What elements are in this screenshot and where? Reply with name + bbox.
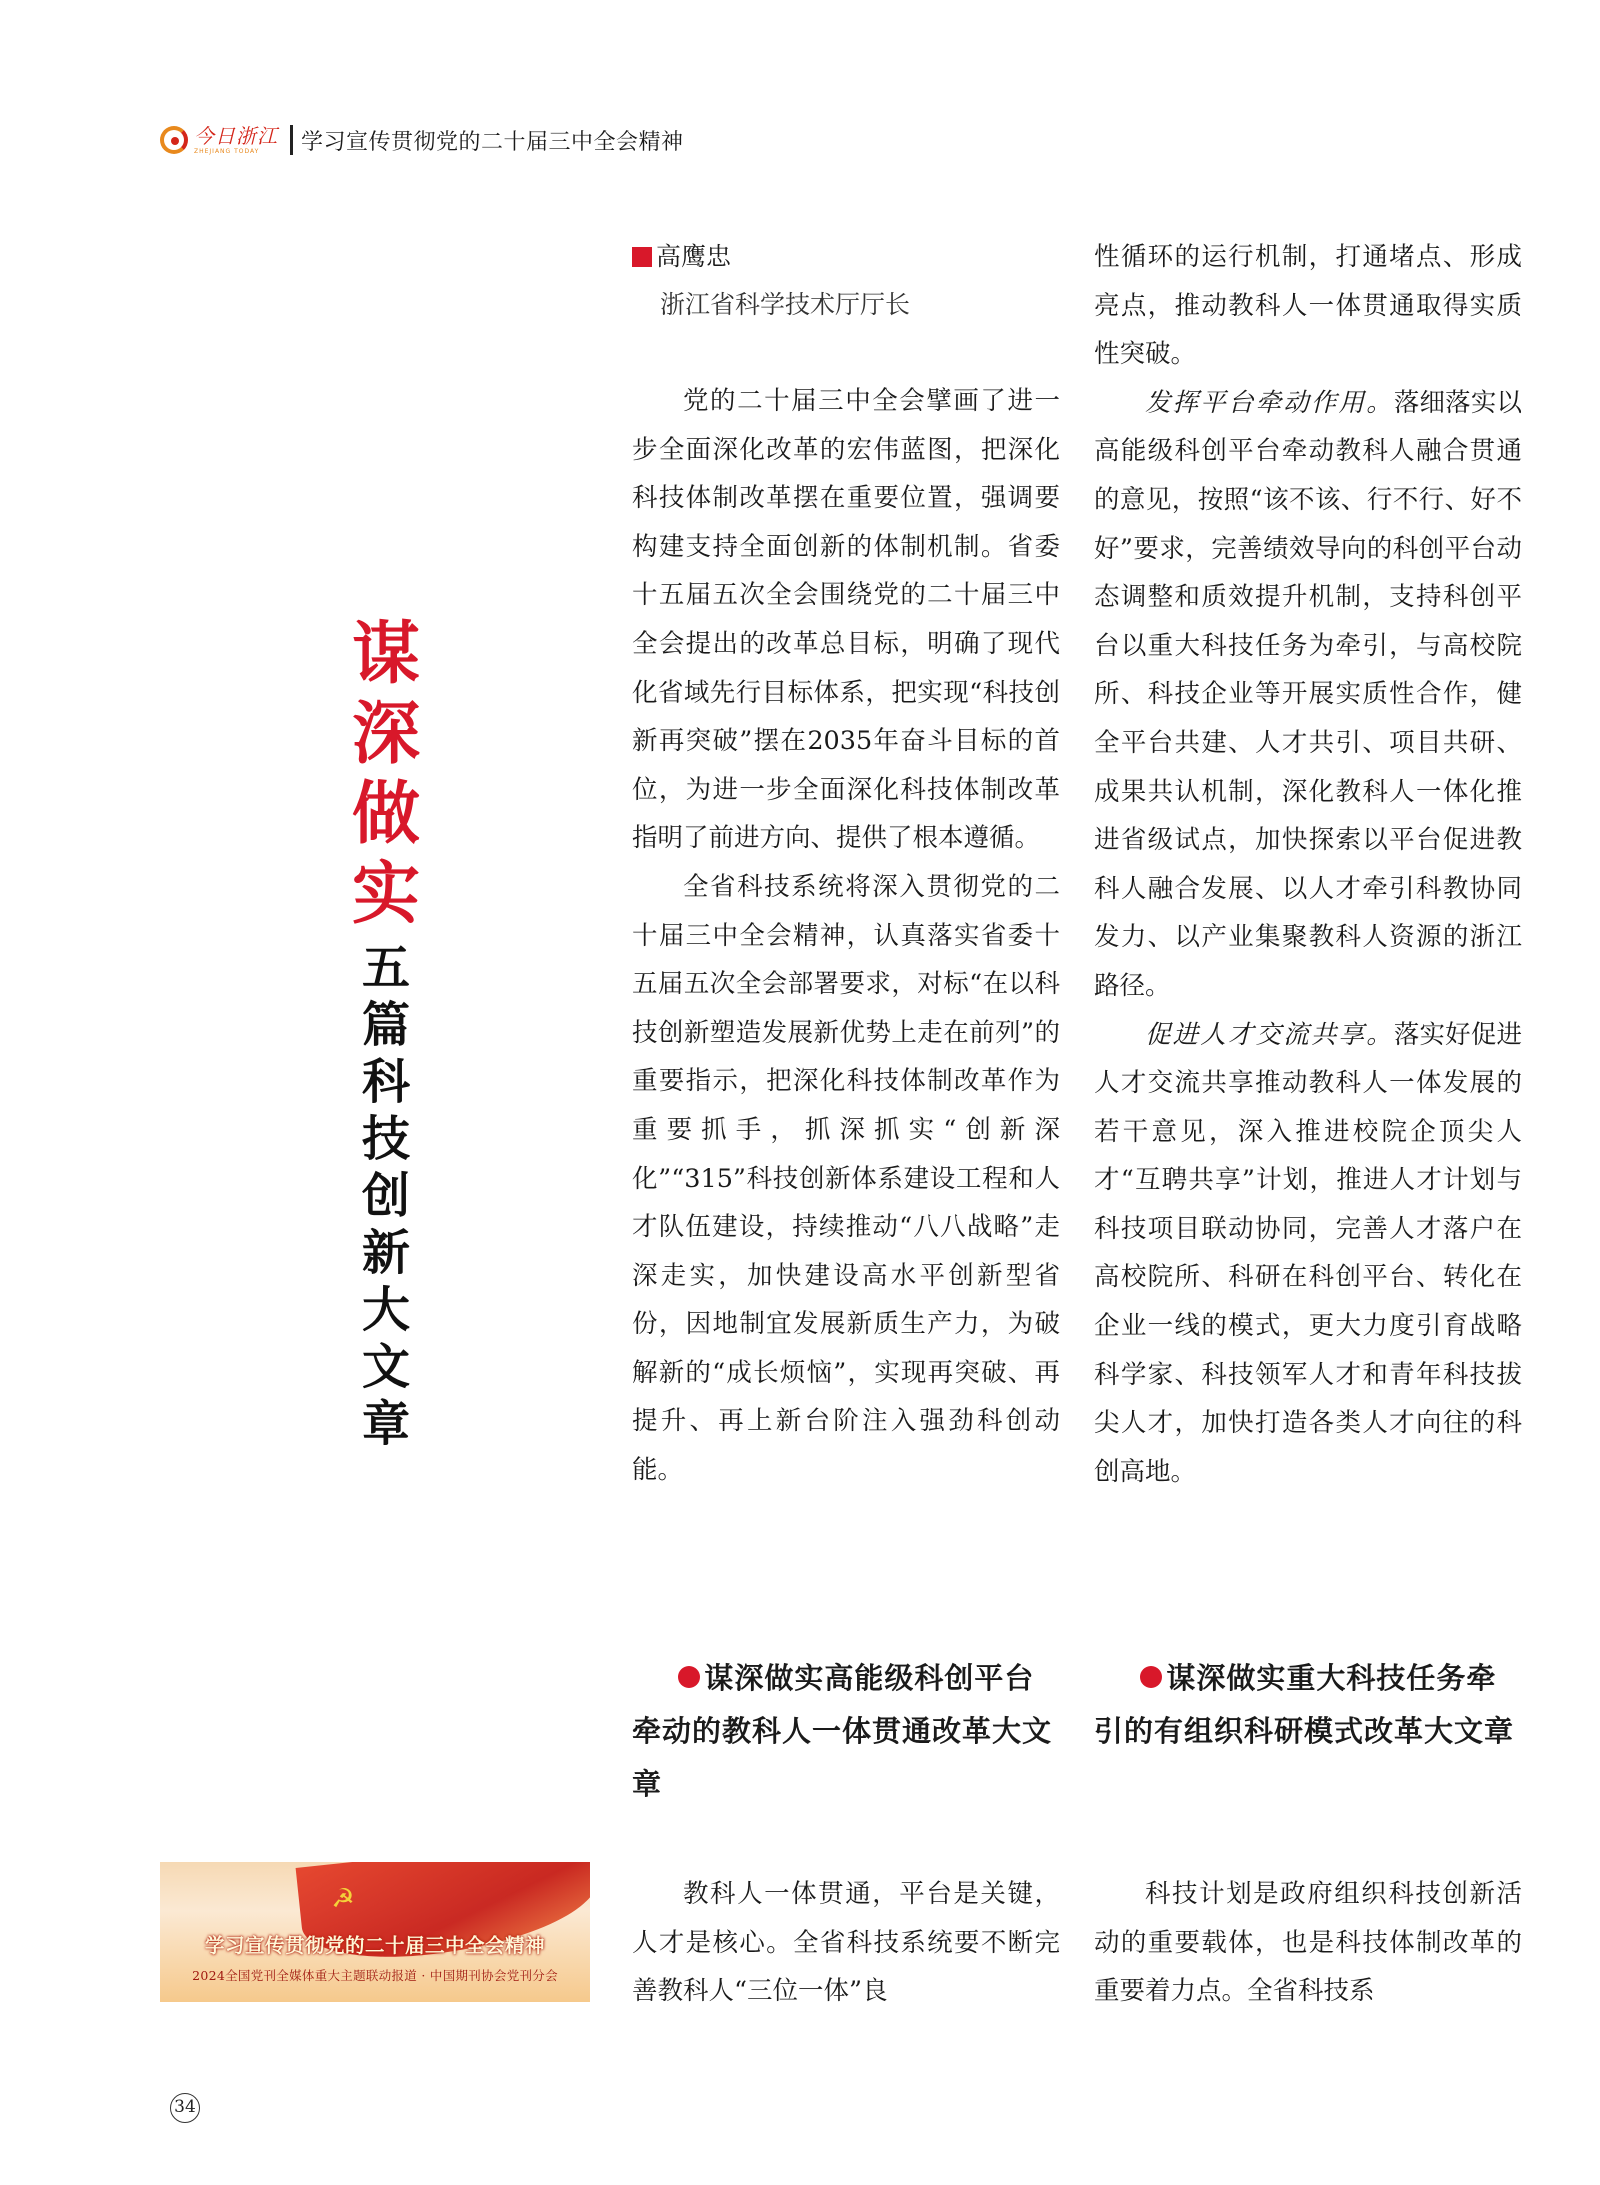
headline-sub-char: 大: [361, 1282, 410, 1338]
headline-char: 深: [351, 695, 420, 774]
subheading-2: [1094, 1652, 1522, 1758]
paragraph-body: 落实好促进人才交流共享推动教科人一体发展的若干意见，深入推进校院企顶尖人才“互聘共享”计划，推进人才计划与科技项目联动协同，完善人才落户在高校院所、科研在科创平台、转化在企业一线的模式，更大力度引育战略科学家、科技领军人才和青年科技拔尖人才，加快打造各类人才向往的科创高地。: [1094, 1019, 1522, 1487]
magazine-logo: [160, 123, 278, 155]
header-divider: [290, 125, 293, 155]
headline-sub: [360, 940, 412, 1453]
headline-sub-char: 科: [361, 1054, 410, 1110]
article-paragraph: 全省科技系统将深入贯彻党的二十届三中全会精神，认真落实省委十五届五次全会部署要求，对标“在以科技创新塑造发展新优势上走在前列”的重要指示，把深化科技体制改革作为重要抓手，抓深抓实“创新深化”“315”科技创新体系建设工程和人才队伍建设，持续推动“八八战略”走深走实，加快建设高水平创新型省份，因地制宜发展新质生产力，为破解新的“成长烦恼”，实现再突破、再提升、再上新台阶注入强劲科创动能。: [632, 871, 1060, 1486]
headline-sub-char: 技: [361, 1111, 410, 1167]
logo-chinese: 今日浙江: [194, 123, 278, 148]
headline-char: 谋: [351, 615, 420, 694]
headline-char: 做: [351, 775, 420, 854]
author-role: 浙江省科学技术厅厅长: [660, 290, 911, 319]
headline-sub-char: 篇: [361, 997, 410, 1053]
author-name: 高鹰忠: [656, 242, 732, 271]
headline-sub-char: 创: [361, 1168, 410, 1224]
page-number: 34: [170, 2093, 200, 2123]
campaign-banner: [160, 1862, 590, 2002]
article-paragraph: [1094, 379, 1522, 1011]
article-paragraph: 教科人一体贯通，平台是关键，人才是核心。全省科技系统要不断完善教科人“三位一体”良: [632, 1879, 1060, 2007]
article-column-2: [1094, 233, 1522, 1496]
paragraph-body: 落细落实以高能级科创平台牵动教科人融合贯通的意见，按照“该不该、行不行、好不好”要求，完善绩效导向的科创平台动态调整和质效提升机制，支持科创平台以重大科技任务为牵引，与高校院所、科技企业等开展实质性合作，健全平台共建、人才共引、项目共研、成果共认机制，深化教科人一体化推进省级试点，加快探索以平台促进教科人融合发展、以人才牵引科教协同发力、以产业集聚教科人资源的浙江路径。: [1094, 387, 1522, 1001]
banner-title: 学习宣传贯彻党的二十届三中全会精神: [204, 1934, 545, 1957]
article-paragraph: 党的二十届三中全会擘画了进一步全面深化改革的宏伟蓝图，把深化科技体制改革摆在重要位置，强调要构建支持全面创新的体制机制。省委十五届五次全会围绕党的二十届三中全会提出的改革总目标，明确了现代化省域先行目标体系，把实现“科技创新再突破”摆在2035年奋斗目标的首位，为进一步全面深化科技体制改革指明了前进方向、提供了根本遵循。: [632, 386, 1060, 854]
article-paragraph: [1094, 1011, 1522, 1497]
hammer-sickle-icon: ☭: [331, 1884, 355, 1914]
subheading-1: [632, 1652, 1060, 1811]
article-column-1: [632, 233, 1060, 1495]
headline-sub-char: 新: [361, 1225, 410, 1281]
headline-sub-char: 五: [361, 940, 410, 996]
article-column-2-continued: [1094, 1870, 1522, 2016]
author-line: [632, 233, 1060, 281]
headline-sub-char: 章: [361, 1396, 410, 1452]
red-dot-icon: [1140, 1666, 1162, 1688]
paragraph-lead: 促进人才交流共享。: [1145, 1019, 1394, 1050]
paragraph-lead: 发挥平台牵动作用。: [1145, 387, 1394, 418]
logo-sun-icon: [160, 126, 188, 154]
banner-subtitle: 2024全国党刊全媒体重大主题联动报道 · 中国期刊协会党刊分会: [192, 1968, 558, 1983]
red-dot-icon: [678, 1666, 700, 1688]
headline-char: 实: [351, 855, 420, 934]
subheading-text: 谋深做实高能级科创平台牵动的教科人一体贯通改革大文章: [632, 1661, 1053, 1801]
headline-main: [350, 615, 422, 935]
subheading-text: 谋深做实重大科技任务牵引的有组织科研模式改革大文章: [1094, 1661, 1515, 1748]
headline-sub-char: 文: [361, 1339, 410, 1395]
page-header: [160, 120, 684, 160]
article-column-1-continued: [632, 1870, 1060, 2016]
logo-english: ZHEJIANG TODAY: [194, 147, 260, 155]
article-paragraph: 性循环的运行机制，打通堵点、形成亮点，推动教科人一体贯通取得实质性突破。: [1094, 242, 1522, 370]
section-title: 学习宣传贯彻党的二十届三中全会精神: [301, 129, 684, 155]
red-square-icon: [632, 247, 652, 267]
article-paragraph: 科技计划是政府组织科技创新活动的重要载体，也是科技体制改革的重要着力点。全省科技系: [1094, 1879, 1522, 2007]
